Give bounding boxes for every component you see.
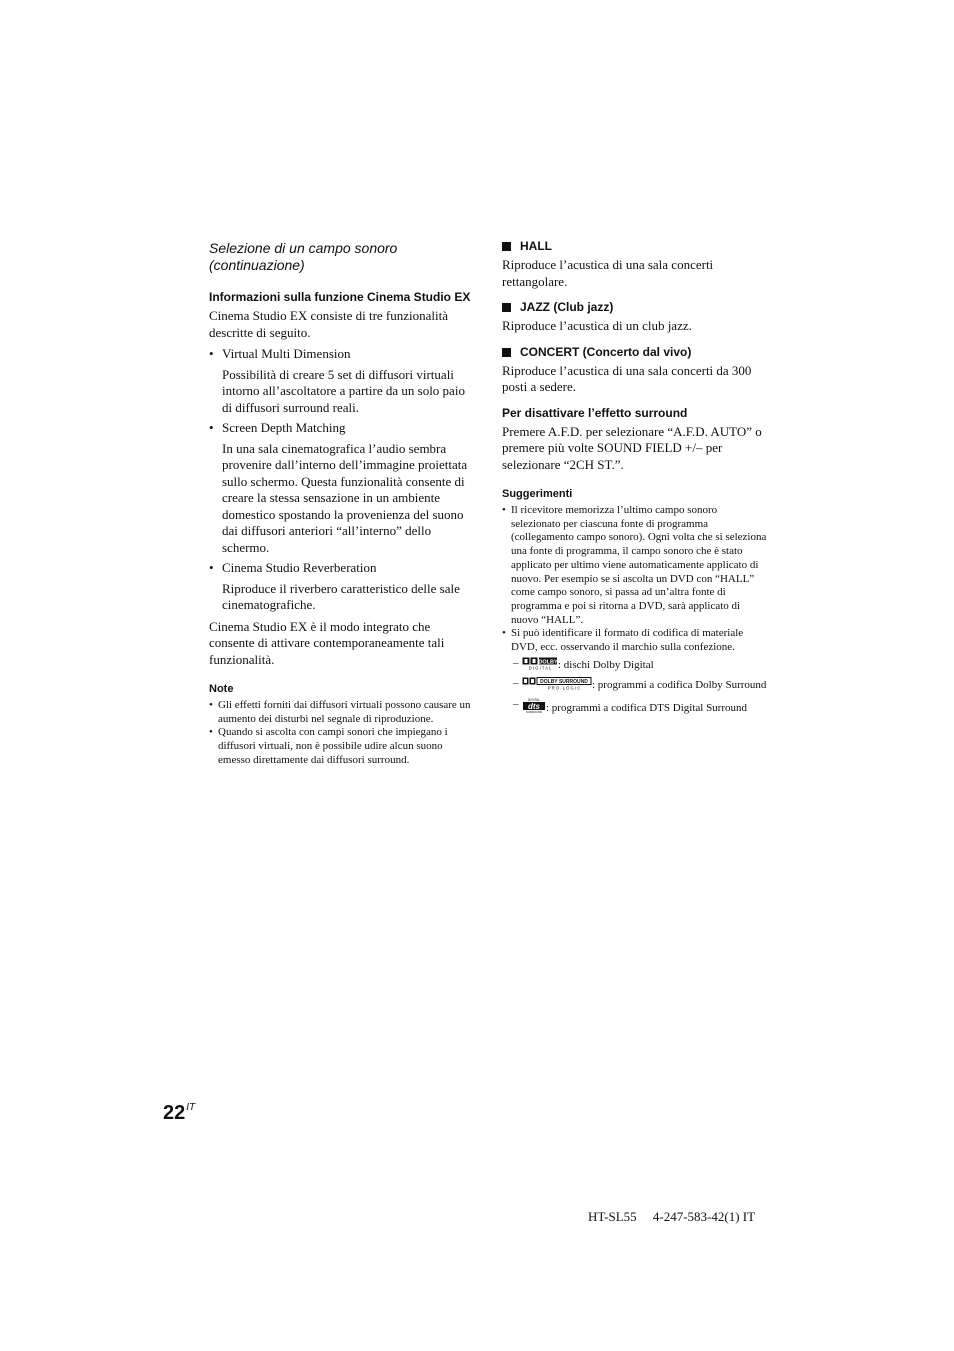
square-bullet-icon <box>502 303 511 312</box>
feature-name: • Cinema Studio Reverberation <box>209 560 473 577</box>
logo-digital-text: D I G I T A L <box>528 665 552 670</box>
mode-heading-label: JAZZ (Club jazz) <box>520 300 614 314</box>
intro-paragraph: Cinema Studio EX consiste di tre funzionalità descritte di seguito. <box>209 308 449 340</box>
logo-dts-text: dts <box>528 701 540 711</box>
format-item <box>502 657 767 675</box>
mode-heading-label: CONCERT (Concerto dal vivo) <box>520 344 692 359</box>
subheading-cinema-studio-ex: Informazioni sulla funzione Cinema Studio EX <box>209 290 471 304</box>
dash-mark: – <box>513 698 519 711</box>
page-number <box>163 1096 195 1125</box>
dash-mark: – <box>513 677 519 690</box>
disable-surround-heading: Per disattivare l’effetto surround <box>502 405 688 420</box>
tip-item: • Si può identificare il formato di codifica di materiale DVD, ecc. osservando il marchio sulla confezione. <box>502 627 767 654</box>
tip-item: • Il ricevitore memorizza l’ultimo campo sonoro selezionato per ciascuna fonte di programma (collegamento campo sonoro). Ogni volta che si seleziona una fonte di programma, il campo sonoro che è stato applicato per ultimo viene automaticamente applicato di nuovo. Per esempio se si ascolta un DVD con “HALL” come campo sonoro, si passa ad un’altra fonte di programma e poi si ritorna a DVD, sarà applicato di nuovo “HALL”. <box>502 504 767 627</box>
mode-description: Riproduce l’acustica di una sala concerti rettangolare. <box>502 257 714 289</box>
logo-prologic-text: P R O · L O G I C <box>547 685 581 691</box>
right-column <box>502 238 767 718</box>
logo-dts-digital-text: DIGITAL <box>527 698 541 703</box>
format-item <box>502 698 767 718</box>
format-description: : programmi a codifica DTS Digital Surround <box>546 702 748 715</box>
dolby-digital-logo <box>522 657 558 675</box>
mode-heading-concert <box>502 344 767 361</box>
note-item: • Quando si ascolta con campi sonori che impiegano i diffusori virtuali, non è possibile udire alcun suono emesso direttamente dai diffusori surround. <box>209 726 473 767</box>
format-item <box>502 677 767 695</box>
left-column <box>209 238 473 768</box>
closing-paragraph: Cinema Studio EX è il modo integrato che consente di attivare contemporaneamente tali funzionalità. <box>209 618 445 667</box>
disable-surround-text: Premere A.F.D. per selezionare “A.F.D. AUTO” o premere più volte SOUND FIELD +/– per selezionare “2CH ST.”. <box>502 423 762 472</box>
note-title: Note <box>209 683 234 695</box>
model-code: HT-SL55 4-247-583-42(1) IT <box>588 1209 756 1224</box>
mode-description: Riproduce l’acustica di una sala concerti da 300 posti a sedere. <box>502 362 752 394</box>
mode-heading-label: HALL <box>520 239 552 253</box>
page-language-suffix: IT <box>186 1102 196 1113</box>
mode-heading-hall <box>502 238 767 255</box>
feature-description: Riproduce il riverbero caratteristico delle sale cinematografiche. <box>222 580 460 612</box>
logo-dts-surround-text: SURROUND <box>525 709 543 714</box>
tips-title: Suggerimenti <box>502 488 573 500</box>
dts-digital-surround-logo <box>522 698 546 718</box>
square-bullet-icon <box>502 348 511 357</box>
page-number-value: 22 <box>163 1102 186 1124</box>
dash-mark: – <box>513 656 519 669</box>
mode-heading-jazz <box>502 299 767 316</box>
format-description: : programmi a codifica Dolby Surround <box>592 679 767 692</box>
format-description: : dischi Dolby Digital <box>558 658 654 671</box>
feature-description: In una sala cinematografica l’audio sembra provenire dall’interno dell’immagine proiettata sullo schermo. Questa funzionalità consente di creare la stessa sensazione in un ambiente domestico spostando la provenienza del suono dai diffusori anteriori “all’interno” dello schermo. <box>222 440 468 555</box>
mode-description: Riproduce l’acustica di un club jazz. <box>502 318 692 333</box>
note-item: • Gli effetti forniti dai diffusori virtuali possono causare un aumento dei disturbi nel segnale di riproduzione. <box>209 699 473 726</box>
feature-name: • Virtual Multi Dimension <box>209 346 473 363</box>
logo-dolby-text: DOLBY <box>538 659 558 666</box>
square-bullet-icon <box>502 242 511 251</box>
dolby-surround-prologic-logo <box>522 677 592 695</box>
feature-description: Possibilità di creare 5 set di diffusori virtuali intorno all’ascoltatore a partire da un solo paio di diffusori surround reali. <box>222 366 465 415</box>
logo-dolby-surround-text: DOLBY SURROUND <box>540 679 588 686</box>
feature-name: • Screen Depth Matching <box>209 420 473 437</box>
section-title: Selezione di un campo sonoro (continuazione) <box>209 240 398 273</box>
